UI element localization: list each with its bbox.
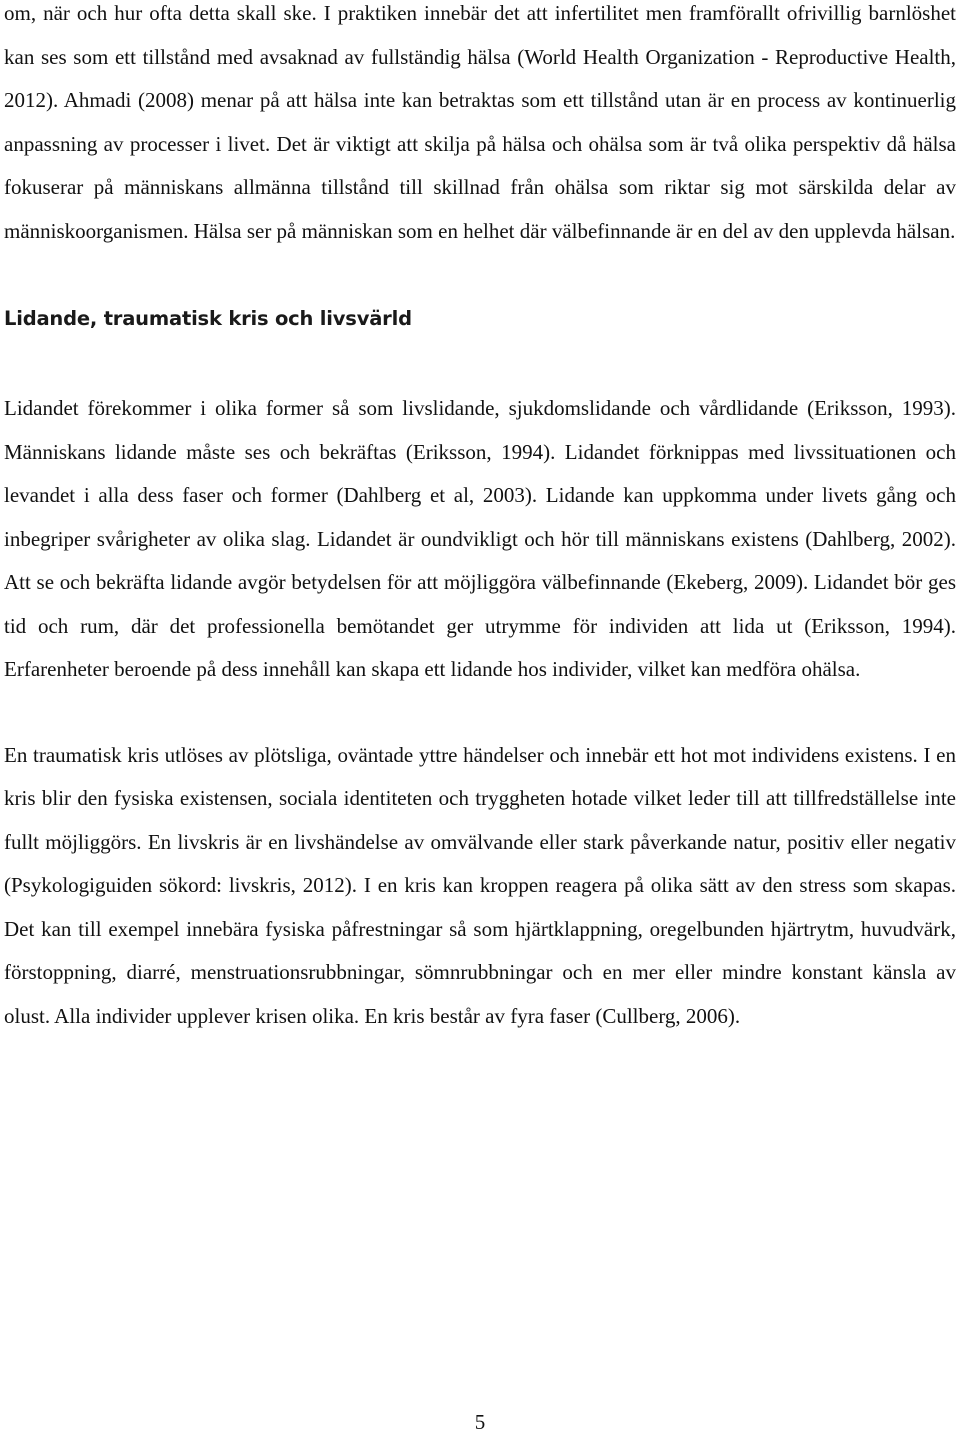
document-page [4, 0, 956, 1038]
paragraph-health: om, när och hur ofta detta skall ske. I praktiken innebär det att infertilitet men framförallt ofrivillig barnlöshet kan ses som ett tillstånd med avsaknad av fullständig hälsa (World Health Organization - Reproductive Health, 2012). Ahmadi (2008) menar på att hälsa inte kan betraktas som ett tillstånd utan är en process av kontinuerlig anpassning av processer i livet. Det är viktigt att skilja på hälsa och ohälsa som är två olika perspektiv då hälsa fokuserar på människans allmänna tillstånd till skillnad från ohälsa som riktar sig mot särskilda delar av människoorganismen. Hälsa ser på människan som en helhet där välbefinnande är en del av den upplevda hälsan. [4, 1, 956, 243]
paragraph-suffering: Lidandet förekommer i olika former så som livslidande, sjukdomslidande och vårdlidande (Eriksson, 1993). Människans lidande måste ses och bekräftas (Eriksson, 1994). Lidandet förknippas med livssituationen och levandet i alla dess faser och former (Dahlberg et al, 2003). Lidande kan uppkomma under livets gång och inbegriper svårigheter av olika slag. Lidandet är oundvikligt och hör till människans existens (Dahlberg, 2002). Att se och bekräfta lidande avgör betydelsen för att möjliggöra välbefinnande (Ekeberg, 2009). Lidandet bör ges tid och rum, där det professionella bemötandet ger utrymme för individen att lida ut (Eriksson, 1994). Erfarenheter beroende på dess innehåll kan skapa ett lidande hos individer, vilket kan medföra ohälsa. [4, 396, 956, 681]
section-heading: Lidande, traumatisk kris och livsvärld [4, 307, 412, 330]
page-number: 5 [474, 1410, 486, 1434]
paragraph-crisis: En traumatisk kris utlöses av plötsliga, oväntade yttre händelser och innebär ett hot mot individens existens. I en kris blir den fysiska existensen, sociala identiteten och tryggheten hotade vilket leder till att tillfredställelse inte fullt möjliggörs. En livskris är en livshändelse av omvälvande eller stark påverkande natur, positiv eller negativ (Psykologiguiden sökord: livskris, 2012). I en kris kan kroppen reagera på olika sätt av den stress som skapas. Det kan till exempel innebära fysiska påfrestningar så som hjärtklappning, oregelbunden hjärtrytm, huvudvärk, förstoppning, diarré, menstruationsrubbningar, sömnrubbningar och en mer eller mindre konstant känsla av olust. Alla individer upplever krisen olika. En kris består av fyra faser (Cullberg, 2006). [4, 742, 956, 1028]
